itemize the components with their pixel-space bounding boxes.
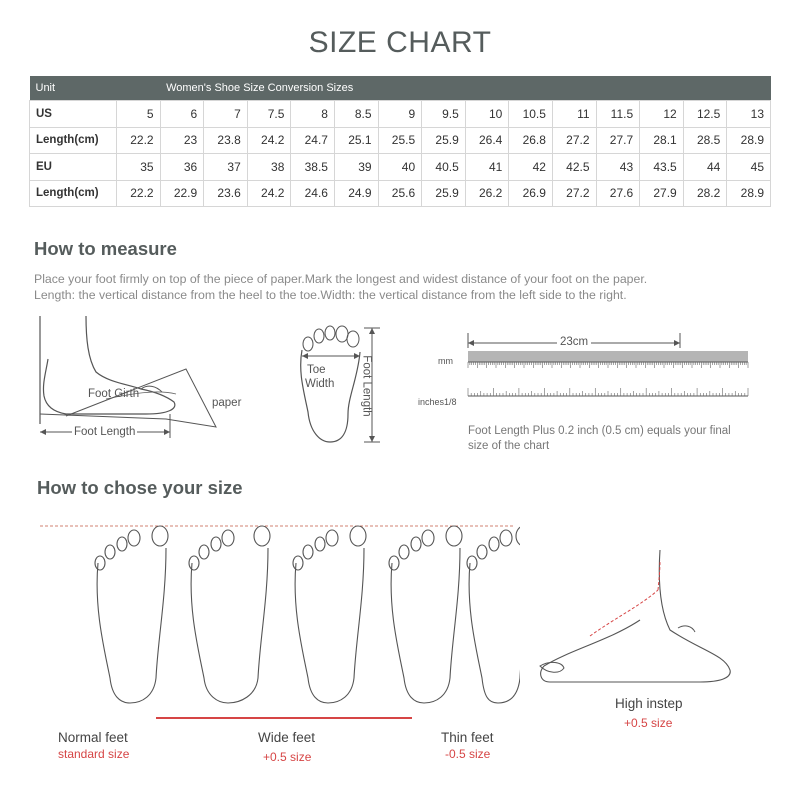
table-cell: 25.5: [378, 127, 422, 154]
how-to-measure-heading: How to measure: [34, 238, 177, 259]
table-cell: 23: [160, 127, 204, 154]
toe-label: Toe: [307, 364, 326, 376]
high-instep-diagram: [530, 540, 770, 690]
table-cell: 12.5: [683, 101, 727, 128]
side-foot-diagram: [36, 314, 256, 444]
header-unit: Unit: [30, 76, 161, 101]
table-cell: 38: [247, 154, 291, 181]
table-cell: 35: [117, 154, 161, 181]
table-header-row: [30, 76, 771, 101]
inches-label: inches1/8: [418, 397, 457, 407]
width-label: Width: [305, 378, 335, 390]
table-cell: 6: [160, 101, 204, 128]
table-cell: 26.4: [465, 127, 509, 154]
table-cell: 28.1: [640, 127, 684, 154]
how-to-chose-heading: How to chose your size: [37, 477, 243, 498]
table-cell: 40.5: [422, 154, 466, 181]
table-cell: 22.2: [117, 127, 161, 154]
size-conversion-table: [29, 76, 771, 207]
table-cell: 39: [334, 154, 378, 181]
foot-girth-label: Foot Girth: [88, 388, 140, 400]
instruction-line-2: Length: the vertical distance from the heel to the toe.Width: the vertical distance from the left side to the right.: [34, 288, 627, 302]
table-cell: 11: [552, 101, 596, 128]
instruction-line-1: Place your foot firmly on top of the piece of paper.Mark the longest and widest distance of your foot on the paper.: [34, 272, 648, 286]
page-title: SIZE CHART: [308, 26, 492, 59]
ruler-note-line-2: size of the chart: [468, 440, 550, 452]
table-cell: 24.9: [334, 180, 378, 207]
table-cell: 24.6: [291, 180, 335, 207]
table-row: [30, 127, 771, 154]
table-cell: 26.8: [509, 127, 553, 154]
table-cell: 9: [378, 101, 422, 128]
ruler-diagram: [466, 332, 752, 416]
foot-length-label: Foot Length: [74, 426, 136, 438]
table-cell: 22.2: [117, 180, 161, 207]
ruler-note-line-1: Foot Length Plus 0.2 inch (0.5 cm) equals your final: [468, 425, 731, 437]
table-cell: 7: [204, 101, 248, 128]
table-cell: 13: [727, 101, 771, 128]
normal-feet-label: Normal feet: [58, 730, 128, 745]
table-cell: 27.2: [552, 180, 596, 207]
table-cell: 26.2: [465, 180, 509, 207]
table-cell: 45: [727, 154, 771, 181]
table-cell: 37: [204, 154, 248, 181]
row-label: US: [30, 101, 117, 128]
table-cell: 25.9: [422, 127, 466, 154]
table-cell: 36: [160, 154, 204, 181]
table-row: [30, 101, 771, 128]
table-cell: 24.2: [247, 127, 291, 154]
table-cell: 24.2: [247, 180, 291, 207]
table-cell: 5: [117, 101, 161, 128]
table-cell: 43: [596, 154, 640, 181]
table-cell: 28.9: [727, 127, 771, 154]
table-cell: 8: [291, 101, 335, 128]
ruler-measure-label: 23cm: [557, 336, 591, 348]
table-cell: 40: [378, 154, 422, 181]
table-cell: 44: [683, 154, 727, 181]
table-cell: 12: [640, 101, 684, 128]
wide-feet-label: Wide feet: [258, 730, 316, 745]
foot-comparison-diagram: [40, 518, 520, 723]
table-cell: 27.6: [596, 180, 640, 207]
header-description: Women's Shoe Size Conversion Sizes: [160, 76, 770, 101]
table-cell: 25.1: [334, 127, 378, 154]
table-cell: 38.5: [291, 154, 335, 181]
table-cell: 9.5: [422, 101, 466, 128]
table-cell: 27.2: [552, 127, 596, 154]
table-cell: 8.5: [334, 101, 378, 128]
paper-label: paper: [212, 397, 242, 409]
wide-feet-note: +0.5 size: [263, 750, 312, 764]
mm-label: mm: [438, 356, 453, 366]
table-cell: 10: [465, 101, 509, 128]
table-cell: 22.9: [160, 180, 204, 207]
table-row: [30, 180, 771, 207]
thin-feet-label: Thin feet: [441, 730, 494, 745]
foot-length-vertical-label: Foot Length: [360, 355, 373, 417]
measure-instructions: [34, 271, 647, 303]
row-label: Length(cm): [30, 180, 117, 207]
row-label: EU: [30, 154, 117, 181]
table-cell: 26.9: [509, 180, 553, 207]
high-instep-note: +0.5 size: [624, 716, 673, 730]
table-cell: 27.7: [596, 127, 640, 154]
table-body: [30, 101, 771, 207]
normal-feet-note: standard size: [58, 747, 130, 761]
table-cell: 11.5: [596, 101, 640, 128]
table-cell: 28.5: [683, 127, 727, 154]
thin-feet-note: -0.5 size: [445, 747, 491, 761]
table-row: [30, 154, 771, 181]
table-cell: 23.8: [204, 127, 248, 154]
table-cell: 23.6: [204, 180, 248, 207]
table-cell: 42: [509, 154, 553, 181]
table-cell: 27.9: [640, 180, 684, 207]
table-cell: 28.9: [727, 180, 771, 207]
high-instep-label: High instep: [615, 696, 683, 711]
table-cell: 28.2: [683, 180, 727, 207]
table-cell: 7.5: [247, 101, 291, 128]
row-label: Length(cm): [30, 127, 117, 154]
table-cell: 24.7: [291, 127, 335, 154]
table-cell: 25.6: [378, 180, 422, 207]
table-cell: 43.5: [640, 154, 684, 181]
table-cell: 25.9: [422, 180, 466, 207]
table-cell: 41: [465, 154, 509, 181]
table-cell: 10.5: [509, 101, 553, 128]
table-cell: 42.5: [552, 154, 596, 181]
